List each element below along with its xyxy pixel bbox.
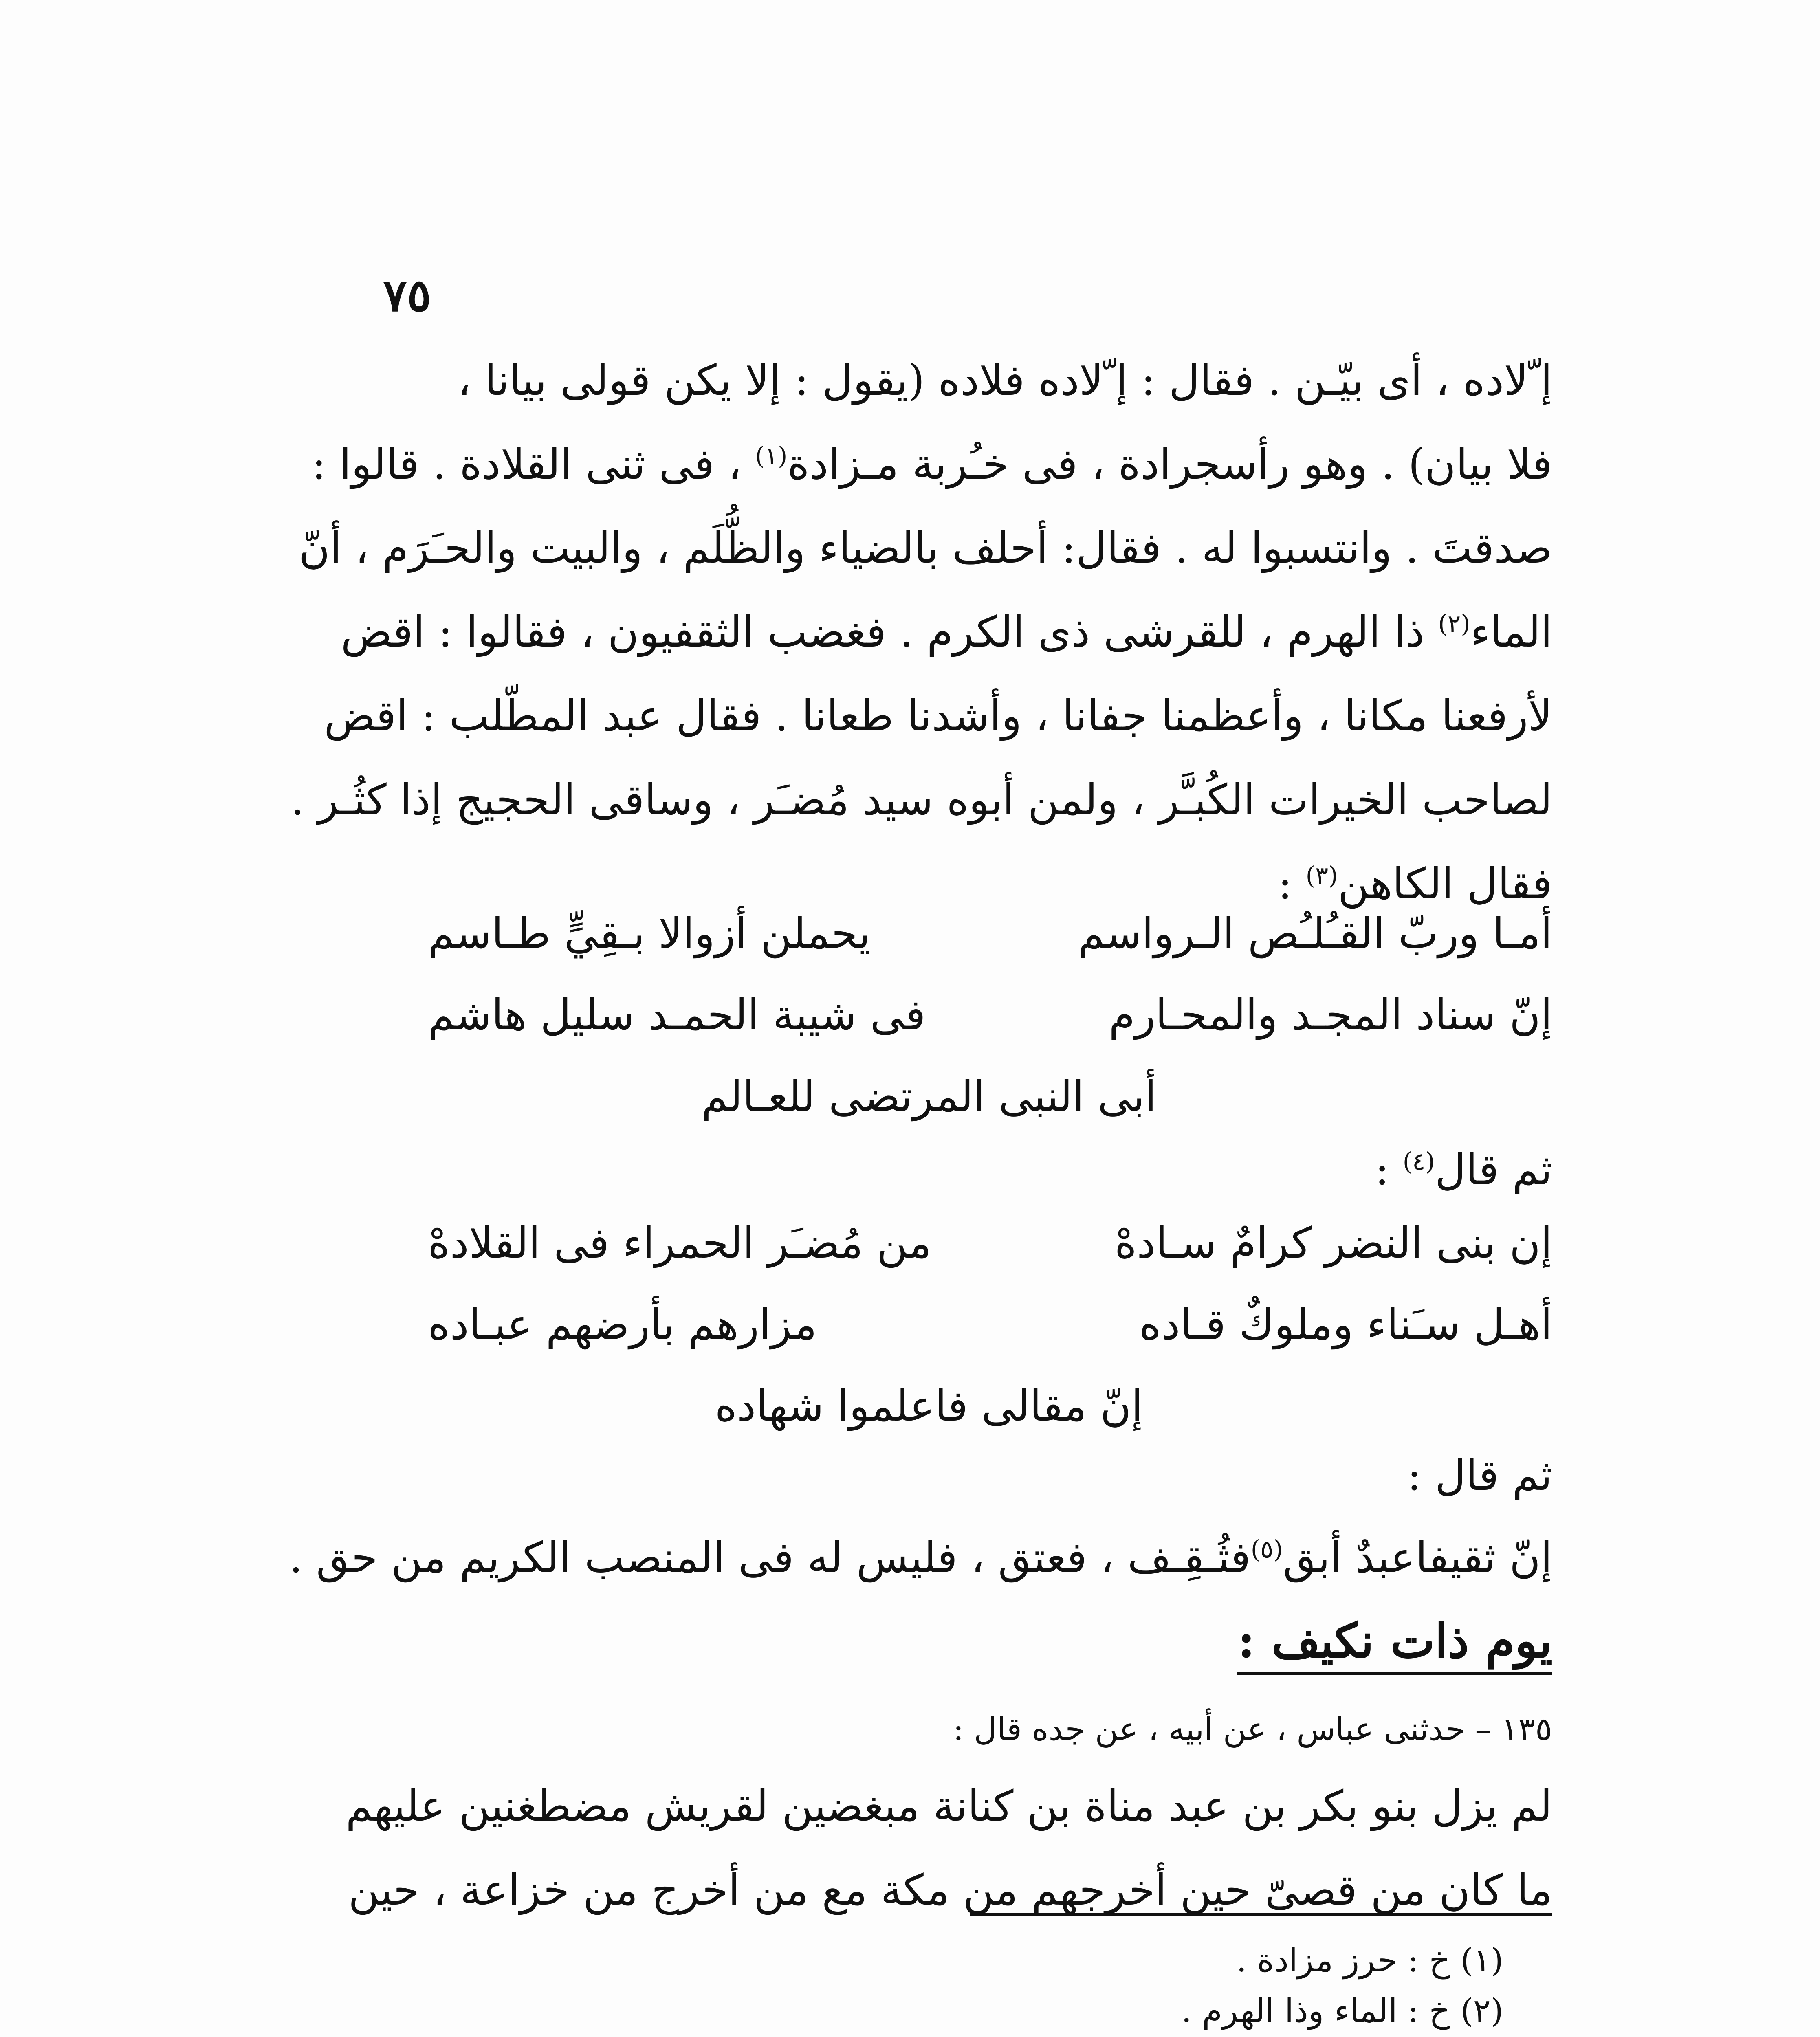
verse xyxy=(428,1381,1552,1463)
hemistich-first: إن بنى النضر كرامٌ سـادهْ xyxy=(1114,1218,1552,1268)
hemistich-second: فى شيبة الحمـد سليل هاشم xyxy=(428,990,926,1040)
text-line: إ ّلاده ، أى بيّـن . فقال : إ ّلاده فلاده (يقول : إلا يكن قولى بيانا ، xyxy=(457,355,1552,405)
footnote-ref: (٤) xyxy=(1402,1147,1435,1176)
hemistich-single: أبى النبى المرتضى للعـالم xyxy=(701,1071,1157,1121)
hemistich-second: مزارهم بأرضهم عبـاده xyxy=(428,1300,817,1349)
verse xyxy=(428,1071,1552,1153)
footnotes xyxy=(387,1935,1552,2037)
verse xyxy=(428,1300,1552,1381)
footnote-ref: (٥) xyxy=(1250,1535,1283,1564)
section-heading: يوم ذات نكيف : xyxy=(1237,1613,1552,1675)
verse xyxy=(428,990,1552,1071)
hemistich-first: أهـل سـَناء وملوكٌ قـاده xyxy=(1139,1300,1552,1349)
verse xyxy=(428,1218,1552,1300)
text-line: الماء$^{(٢)}$ ذا الهرم ، للقرشى ذى الكرم . فغضب الثقفيون ، فقالوا : اقض xyxy=(341,607,1552,657)
text-line: صدقتَ . وانتسبوا له . فقال: أحلف بالضياء والظُّلَم ، والبيت والحـَرَم ، أنّ xyxy=(299,523,1552,573)
text-line: فقال الكاهن$^{(٣)}$ : xyxy=(1278,859,1552,909)
hemistich-first: إنّ سناد المجـد والمحـارم xyxy=(1109,990,1552,1040)
poem-1 xyxy=(428,909,1552,1153)
hemistich-first: أمـا وربّ القـُلـُص الـرواسم xyxy=(1078,909,1552,958)
body-paragraph xyxy=(346,1764,1552,1932)
hemistich-second: يحملن أزوالا بـقِيٍّ طـاسم xyxy=(428,909,871,958)
text-line: لأرفعنا مكانا ، وأعظمنا جفانا ، وأشدنا طعانا . فقال عبد المطّلب : اقض xyxy=(324,691,1552,741)
text-line: إنّ ثقيفاعبدٌ أبق$^{(٥)}$فثُـقِـف ، فعتق ، فليس له فى المنصب الكريم من حق . xyxy=(289,1533,1552,1582)
verse xyxy=(428,909,1552,990)
footnote: (٢) خ : الماء وذا الهرم . xyxy=(1181,1992,1503,2030)
footnote-ref: (٢) xyxy=(1438,609,1470,638)
poem-2 xyxy=(428,1218,1552,1463)
prose-paragraph xyxy=(289,1516,1552,1599)
footnote-ref: (٣) xyxy=(1305,861,1338,890)
text-line: ما كان من قصىّ حين أخرجهم من مكة مع من أخرج من خزاعة ، حين xyxy=(348,1865,1552,1915)
text-line: لصاحب الخيرات الكُبـَّر ، ولمن أبوه سيد مُضـَر ، وساقى الحجيج إذا كثُـر . xyxy=(290,775,1552,825)
poem-intro: ثم قال$^{(٤)}$ : xyxy=(1375,1145,1552,1194)
narrator-line: ١٣٥ – حدثنى عباس ، عن أبيه ، عن جده قال : xyxy=(953,1711,1552,1748)
footnote-ref: (١) xyxy=(755,442,788,471)
hemistich-single: إنّ مقالى فاعلموا شهاده xyxy=(715,1381,1143,1431)
hemistich-second: من مُضـَر الحمراء فى القلادهْ xyxy=(428,1218,932,1268)
page-number: ٧٥ xyxy=(383,269,431,321)
poem-intro: ثم قال : xyxy=(1407,1450,1552,1500)
footnote-separator xyxy=(970,1913,1552,1916)
text-line: لم يزل بنو بكر بن عبد مناة بن كنانة مبغضين لقريش مضطغنين عليهم xyxy=(346,1781,1552,1831)
footnote: (١) خ : حرز مزادة . xyxy=(1236,1941,1503,1979)
text-line: فلا بيان) . وهو رأسجرادة ، فى خـُربة مـزادة$^{(١)}$ ، فى ثنى القلادة . قالوا : xyxy=(312,439,1552,489)
intro-paragraph xyxy=(290,338,1552,926)
